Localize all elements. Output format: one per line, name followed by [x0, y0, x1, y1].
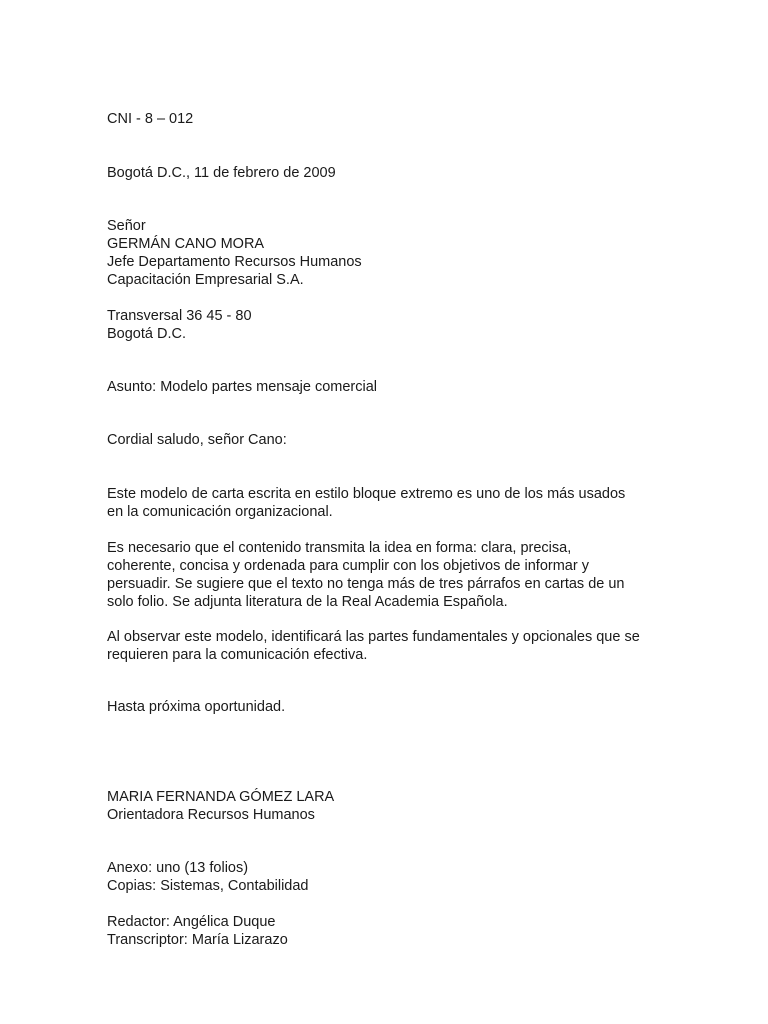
recipient-company: Capacitación Empresarial S.A. [107, 272, 304, 288]
transcriber-line: Transcriptor: María Lizarazo [107, 932, 288, 948]
recipient-address: Transversal 36 45 - 80 [107, 308, 252, 324]
body-paragraph-3 [107, 628, 640, 664]
paragraph-line: requieren para la comunicación efectiva. [107, 647, 368, 663]
copies-line: Copias: Sistemas, Contabilidad [107, 878, 309, 894]
recipient-city: Bogotá D.C. [107, 326, 186, 342]
closing: Hasta próxima oportunidad. [107, 699, 286, 715]
editor-line: Redactor: Angélica Duque [107, 914, 276, 930]
greeting: Cordial saludo, señor Cano: [107, 432, 287, 448]
recipient-position: Jefe Departamento Recursos Humanos [107, 254, 362, 270]
recipient-title: Señor [107, 218, 146, 234]
paragraph-line: Al observar este modelo, identificará las partes fundamentales y opcionales que se [107, 629, 640, 645]
body-paragraph-2 [107, 539, 624, 611]
sender-name: MARIA FERNANDA GÓMEZ LARA [107, 789, 335, 805]
subject-line: Asunto: Modelo partes mensaje comercial [107, 379, 377, 395]
sender-position: Orientadora Recursos Humanos [107, 807, 315, 823]
recipient-name: GERMÁN CANO MORA [107, 236, 265, 252]
paragraph-line: persuadir. Se sugiere que el texto no tenga más de tres párrafos en cartas de un [107, 576, 625, 592]
paragraph-line: Es necesario que el contenido transmita la idea en forma: clara, precisa, [107, 540, 572, 556]
paragraph-line: en la comunicación organizacional. [107, 504, 333, 520]
letter-page [107, 0, 667, 1024]
paragraph-line: coherente, concisa y ordenada para cumplir con los objetivos de informar y [107, 558, 589, 574]
paragraph-line: Este modelo de carta escrita en estilo bloque extremo es uno de los más usados [107, 486, 626, 502]
annex-line: Anexo: uno (13 folios) [107, 860, 249, 876]
body-paragraph-1 [107, 485, 625, 521]
reference-code: CNI - 8 – 012 [107, 111, 194, 127]
place-date: Bogotá D.C., 11 de febrero de 2009 [107, 165, 336, 181]
paragraph-line: solo folio. Se adjunta literatura de la Real Academia Española. [107, 594, 508, 610]
